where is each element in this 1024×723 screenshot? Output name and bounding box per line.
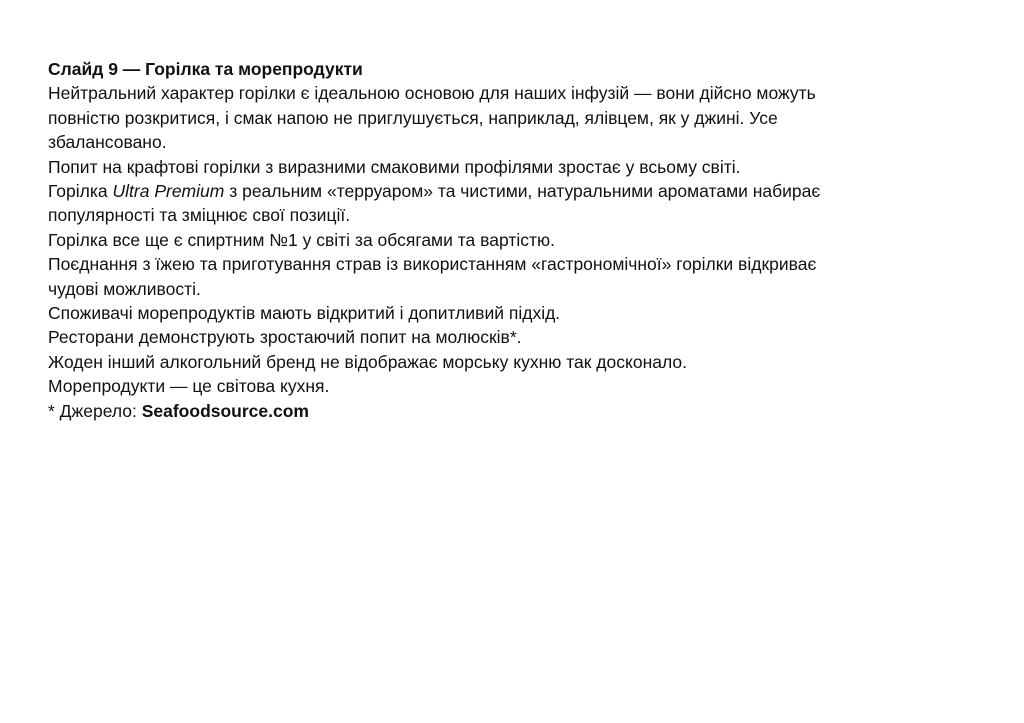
premium-line-1 (48, 179, 948, 203)
gastro-line-1: Поєднання з їжею та приготування страв із використанням «гастрономічної» горілки відкриває (48, 254, 817, 275)
gastro-line-2: чудові можливості. (48, 278, 201, 299)
source-line (48, 399, 948, 423)
world-cuisine-line: Морепродукти — це світова кухня. (48, 376, 330, 397)
premium-suffix: з реальним «терруаром» та чистими, натуральними ароматами набирає (224, 181, 821, 202)
number-one-line: Горілка все ще є спиртним №1 у світі за обсягами та вартістю. (48, 229, 555, 250)
source-prefix: * Джерело: (48, 400, 142, 421)
source-site: Seafoodsource.com (141, 400, 309, 421)
restaurants-line: Ресторани демонструють зростаючий попит на молюсків*. (48, 327, 522, 348)
slide-text-block (48, 57, 948, 423)
premium-line-2: популярності та зміцнює свої позиції. (48, 205, 351, 226)
brand-line: Жоден інший алкогольний бренд не відображає морську кухню так досконало. (48, 351, 687, 372)
slide-title: Слайд 9 — Горілка та морепродукти (48, 59, 363, 79)
premium-prefix: Горілка (48, 181, 113, 202)
intro-line-1: Нейтральний характер горілки є ідеальною основою для наших інфузій — вони дійсно можуть (48, 83, 816, 104)
consumers-line: Споживачі морепродуктів мають відкритий і допитливий підхід. (48, 303, 561, 324)
premium-emphasis: Ultra Premium (112, 181, 225, 202)
intro-line-2: повністю розкритися, і смак напою не приглушується, наприклад, ялівцем, як у джині. Усе (48, 107, 778, 128)
craft-demand-line: Попит на крафтові горілки з виразними смаковими профілями зростає у всьому світі. (48, 156, 741, 177)
intro-line-3: збалансовано. (48, 132, 167, 153)
